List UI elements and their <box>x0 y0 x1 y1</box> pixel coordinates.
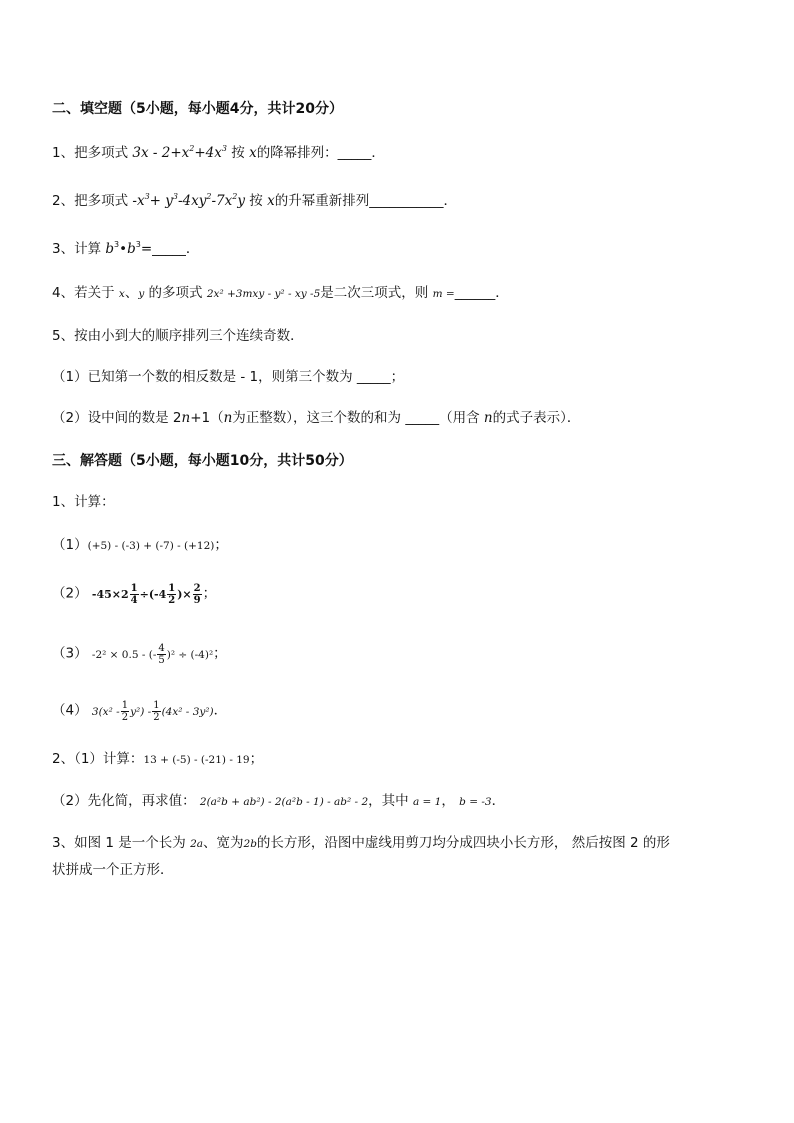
s3q2p2-label: （2）先化简，再求值： <box>52 793 196 809</box>
s3q2p2-end: ． <box>491 793 506 809</box>
s3q1p1-expr: (+5) - (-3) + (-7) - (+12) <box>87 540 215 552</box>
s3q1p2-a: -45×2 <box>91 587 129 601</box>
q2-suffix: 的升幂重新排列___________． <box>274 193 457 209</box>
q2-t1: -x <box>132 193 145 209</box>
q2-expr <box>132 193 245 209</box>
s3q2p1-expr: 13 + (-5) - (-21) - 19 <box>143 754 250 766</box>
fill-question-5-part-2 <box>52 408 580 428</box>
fill-question-5-part-1: （1）已知第一个数的相反数是 - 1，则第三个数为 _____； <box>52 369 405 385</box>
q1-suffix: 的降幂排列：_____． <box>256 145 385 161</box>
q2-t1e: 3 <box>144 192 150 201</box>
s3q3-a: 3、如图 1 是一个长为 <box>52 835 186 851</box>
s3q3-v2: 2b <box>243 838 257 850</box>
q4-x: x <box>118 288 125 300</box>
q4-m: m = <box>432 288 455 300</box>
q3-dot: • <box>119 241 128 257</box>
s3q2p1-label: 2、（1）计算： <box>52 751 144 767</box>
solve-question-3-line-1 <box>52 833 670 854</box>
s3q1p3-b: )² ÷ (-4)² <box>166 648 214 661</box>
q1-mid: 按 <box>231 145 245 161</box>
q1-expr-a: 3x - 2+x <box>132 145 190 161</box>
q2-t3e: 2 <box>206 192 212 201</box>
q5p2-d: 的式子表示）． <box>492 410 581 426</box>
s3q1p4-label: （4） <box>52 702 88 719</box>
s3q1p4-b: y²) - <box>130 705 152 718</box>
s3q1p4-c: (4x² - 3y²) <box>161 705 214 718</box>
fraction <box>152 700 160 723</box>
fill-question-4 <box>52 283 509 304</box>
s3q2p1-end: ； <box>249 751 264 767</box>
s3q1p4-end: ． <box>213 702 228 719</box>
solve-question-1-part-3 <box>52 643 227 666</box>
q1-expr <box>132 145 227 161</box>
s3q2p2-a: a = 1 <box>412 796 442 808</box>
q5p2-n3: n <box>483 410 493 426</box>
fraction-denominator: 2 <box>153 712 160 723</box>
solve-question-1-part-2 <box>52 583 216 606</box>
q5p2-n: n <box>181 410 191 426</box>
s3q1p2-label: （2） <box>52 585 88 602</box>
s3q1p3-end: ； <box>213 645 227 662</box>
q2-t4e: 2 <box>232 192 238 201</box>
q1-var: x <box>249 145 257 161</box>
q4-mid: 的多项式 <box>148 285 203 301</box>
fraction-numerator: 4 <box>158 643 165 654</box>
fraction-denominator: 2 <box>121 712 129 723</box>
q2-mid: 按 <box>249 193 263 209</box>
fraction <box>193 583 202 606</box>
fraction-numerator: 1 <box>121 700 129 711</box>
q2-t3: -4xy <box>178 193 207 209</box>
fill-question-2 <box>52 191 457 211</box>
q2-t5: y <box>237 193 245 209</box>
q2-t4: -7x <box>211 193 233 209</box>
fraction <box>157 643 165 666</box>
s3q1p2-c: )× <box>177 587 192 601</box>
solve-question-1: 1、计算： <box>52 494 115 510</box>
s3q1p3-a: -2² × 0.5 - (- <box>91 648 157 661</box>
q5p2-a: （2）设中间的数是 2 <box>52 410 182 426</box>
q4-sep: 、 <box>124 285 139 301</box>
s3q2p2-mid: ，其中 <box>368 793 409 809</box>
fraction-numerator: 1 <box>168 583 176 594</box>
q3-b2: b <box>127 241 136 257</box>
q2-t2: + y <box>149 193 173 209</box>
s3q2p2-b: b = -3 <box>459 796 492 808</box>
s3q1p1-label: （1） <box>52 537 88 553</box>
q1-exp2: 3 <box>221 144 227 153</box>
solve-question-2-part-1 <box>52 749 263 770</box>
fraction <box>121 700 129 723</box>
s3q1p4-expr <box>91 700 214 723</box>
s3q1p4-a: 3(x² - <box>91 705 120 718</box>
fraction-numerator: 1 <box>153 700 160 711</box>
section-heading-fill-in: 二、填空题（5小题，每小题4分，共计20分） <box>52 101 343 117</box>
q5p2-b: +1（ <box>190 410 224 426</box>
q2-t2e: 3 <box>172 192 178 201</box>
fraction <box>130 583 139 606</box>
s3q1p1-end: ； <box>214 537 228 553</box>
q2-prefix: 2、把多项式 <box>52 193 129 209</box>
solve-question-3-line-2: 状拼成一个正方形． <box>52 862 174 878</box>
s3q3-b: 、宽为 <box>203 835 244 851</box>
s3q3-v1: 2a <box>190 838 204 850</box>
fraction-denominator: 2 <box>168 595 176 606</box>
q4-suffix: ______． <box>454 285 509 301</box>
s3q1p2-expr <box>91 583 203 606</box>
s3q1p2-b: ÷(-4 <box>139 587 167 601</box>
q4-after: 是二次三项式，则 <box>320 285 429 301</box>
q3-b2e: 3 <box>135 240 141 249</box>
fraction-numerator: 2 <box>193 583 201 594</box>
q4-y: y <box>138 288 145 300</box>
fill-question-3 <box>52 239 199 259</box>
q4-poly: 2x² +3mxy - y² - xy -5 <box>206 288 321 300</box>
fraction-denominator: 9 <box>193 595 201 606</box>
s3q2p2-expr: 2(a²b + ab²) - 2(a²b - 1) - ab² - 2 <box>199 796 369 808</box>
q5p2-c: 为正整数），这三个数的和为 _____（用含 <box>232 410 480 426</box>
fraction-denominator: 5 <box>158 655 165 666</box>
fraction-denominator: 4 <box>130 595 138 606</box>
q1-exp1: 2 <box>189 144 195 153</box>
s3q1p2-end: ； <box>202 585 217 602</box>
q4-prefix: 4、若关于 <box>52 285 115 301</box>
s3q1p3-expr <box>91 643 214 666</box>
q3-b1: b <box>105 241 115 257</box>
s3q3-c: 的长方形，沿图中虚线用剪刀均分成四块小长方形， 然后按图 2 的形 <box>256 835 670 851</box>
fraction-numerator: 1 <box>130 583 138 594</box>
solve-question-2-part-2 <box>52 791 505 812</box>
solve-question-1-part-1 <box>52 535 228 556</box>
q3-b1e: 3 <box>114 240 120 249</box>
q5p2-n2: n <box>223 410 233 426</box>
s3q2p2-sep: ， <box>441 793 455 809</box>
fraction <box>167 583 176 606</box>
fill-question-1 <box>52 143 385 163</box>
q3-prefix: 3、计算 <box>52 241 102 257</box>
s3q1p3-label: （3） <box>52 645 88 662</box>
q1-expr-b: +4x <box>194 145 222 161</box>
q1-prefix: 1、把多项式 <box>52 145 129 161</box>
q3-suffix: =_____． <box>140 241 200 257</box>
section-heading-solve: 三、解答题（5小题，每小题10分，共计50分） <box>52 453 353 469</box>
fill-question-5: 5、按由小到大的顺序排列三个连续奇数． <box>52 328 304 344</box>
q2-var: x <box>267 193 275 209</box>
solve-question-1-part-4 <box>52 700 227 723</box>
